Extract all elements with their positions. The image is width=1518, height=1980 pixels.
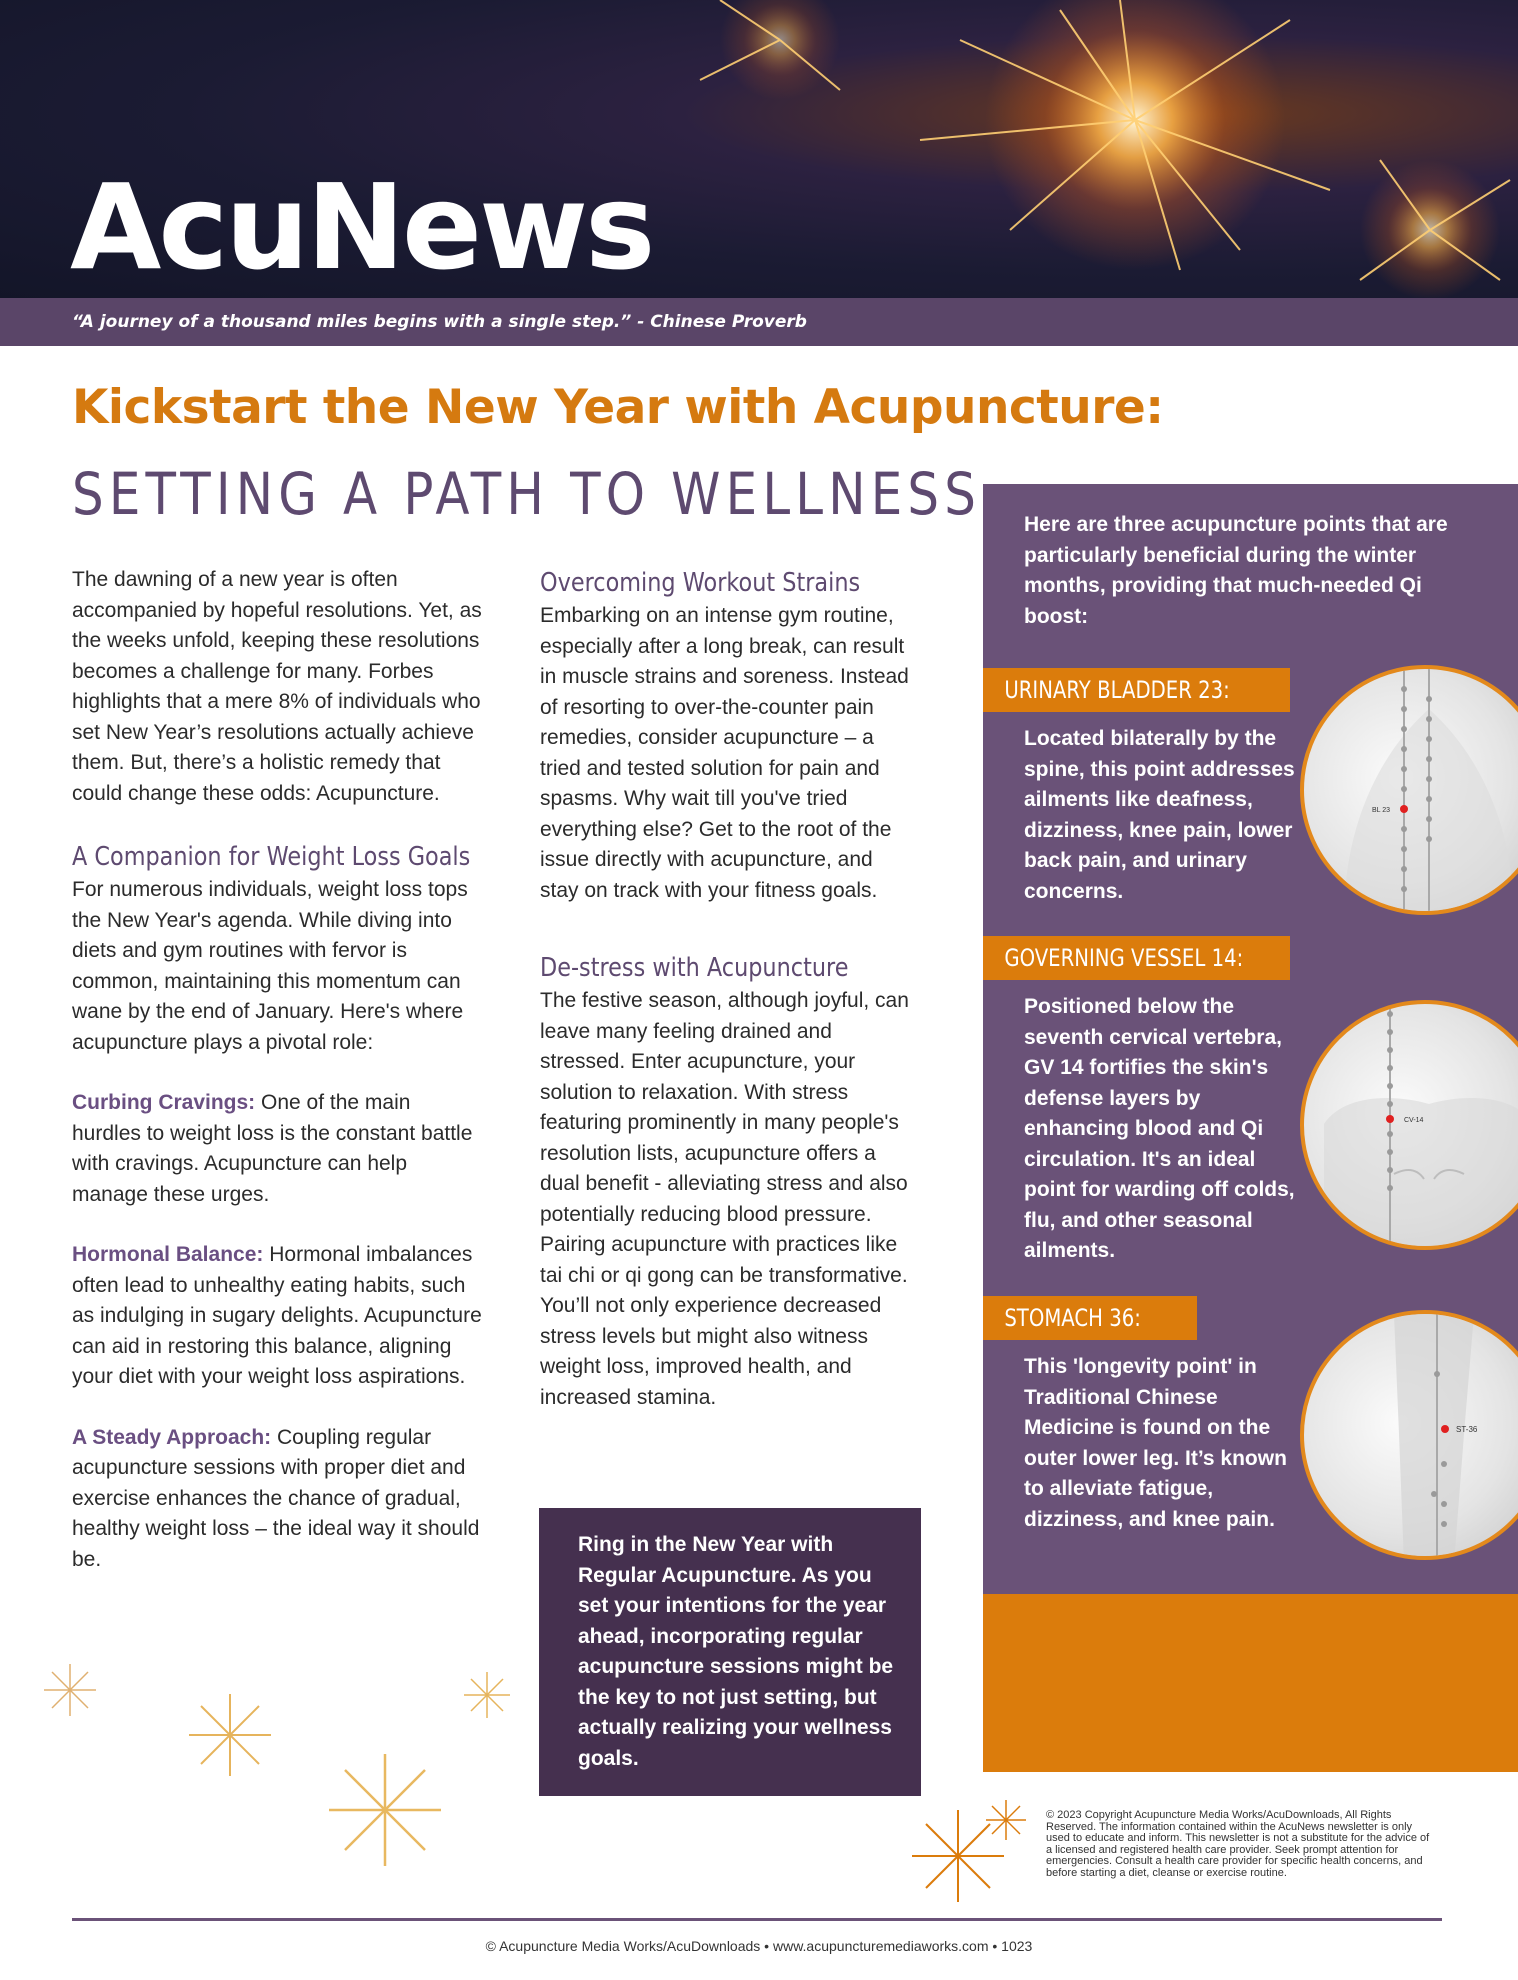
point-text-bl23: Located bilaterally by the spine, this point addresses ailments like deafness, dizziness, knee pain, lower back pain, and urinary concerns. xyxy=(1024,727,1295,903)
footer-text: © Acupuncture Media Works/AcuDownloads • www.acupuncturemediaworks.com • 1023 xyxy=(485,1938,1033,1954)
copyright-disclaimer: © 2023 Copyright Acupuncture Media Works/AcuDownloads, All Rights Reserved. The information contained within the AcuNews newsletter is only used to educate and inform. This newsletter is not a substitute for the advice of a licensed and registered health care provider. Seek prompt attention for emergencies. Consult a health care provider for specific health concerns, and before starting a diet, cleanse or exercise routine. xyxy=(1046,1809,1430,1879)
point-text-gv14: Positioned below the seventh cervical vertebra, GV 14 fortifies the skin's defense layers by enhancing blood and Qi circulation. It's an ideal point for warding off colds, flu, and other seasonal ailments. xyxy=(1024,995,1295,1262)
item-text: Hormonal imbalances often lead to unhealthy eating habits, such as indulging in sugary delights. Acupuncture can aid in restoring this balance, aligning your diet with your weight loss aspirations. xyxy=(72,1243,482,1388)
list-item-cravings xyxy=(72,1088,482,1210)
point-tag-st36 xyxy=(983,1296,1197,1340)
item-text: Coupling regular acupuncture sessions with proper diet and exercise enhances the chance of gradual, healthy weight loss – the ideal way it should be. xyxy=(72,1425,480,1571)
illustration-torso-gv14 xyxy=(1300,1000,1518,1250)
sparkle-icon xyxy=(984,1798,1028,1842)
article-subhead: SETTING A PATH TO WELLNESS xyxy=(72,460,982,528)
illustration-leg-st36 xyxy=(1300,1310,1518,1560)
item-label: Curbing Cravings: xyxy=(72,1091,256,1114)
workout-body: Embarking on an intense gym routine, especially after a long break, can result in muscle strains and soreness. Instead of resorting to over-the-counter pain remedies, consider acupuncture – a tried and tested solution for pain and spasms. Why wait till you've tried everything else? Get to the root of the issue directly with acupuncture, and stay on track with your fitness goals. xyxy=(540,604,909,902)
sparkle-icon xyxy=(40,1660,100,1720)
column-middle xyxy=(540,565,910,1413)
sidebar-accent-block xyxy=(983,1594,1518,1772)
marker-label: BL 23 xyxy=(1372,807,1391,814)
point-tag-bl23 xyxy=(983,668,1290,712)
point-text-st36: This 'longevity point' in Traditional Chinese Medicine is found on the outer lower leg. It’s known to alleviate fatigue, dizziness, and knee pain. xyxy=(1024,1355,1287,1531)
list-item-steady xyxy=(72,1423,482,1576)
destress-body: The festive season, although joyful, can leave many feeling drained and stressed. Enter acupuncture, your solution to relaxation. With stress featuring prominently in many people's resolution lists, acupuncture offers a dual benefit - alleviating stress and also potentially reducing blood pressure. Pairing acupuncture with practices like tai chi or qi gong can be transformative. You’ll not only experience decreased stress levels but might also witness weight loss, improved health, and increased stamina. xyxy=(540,989,909,1409)
list-item-hormonal xyxy=(72,1240,482,1393)
intro-paragraph: The dawning of a new year is often accompanied by hopeful resolutions. Yet, as the weeks unfold, keeping these resolutions becomes a challenge for many. Forbes highlights that a mere 8% of individuals who set New Year’s resolutions actually achieve them. But, there’s a holistic remedy that could change these odds: Acupuncture. xyxy=(72,568,482,805)
workout-title: Overcoming Workout Strains xyxy=(540,568,861,598)
sparkle-icon xyxy=(185,1690,275,1780)
point-title: STOMACH 36: xyxy=(1004,1304,1141,1332)
illustration-back-bl23 xyxy=(1300,665,1518,915)
article-headline: Kickstart the New Year with Acupuncture: xyxy=(72,380,1164,435)
sidebar-intro: Here are three acupuncture points that are particularly beneficial during the winter months, providing that much-needed Qi boost: xyxy=(1024,513,1448,628)
item-label: Hormonal Balance: xyxy=(72,1243,264,1266)
marker-label: CV-14 xyxy=(1404,1117,1424,1124)
sparkle-icon xyxy=(325,1750,445,1870)
point-title: GOVERNING VESSEL 14: xyxy=(1004,944,1244,972)
item-text: One of the main hurdles to weight loss is the constant battle with cravings. Acupuncture can help manage these urges. xyxy=(72,1091,473,1206)
proverb-quote: “A journey of a thousand miles begins with a single step.” - Chinese Proverb xyxy=(72,312,807,332)
weight-loss-body: For numerous individuals, weight loss tops the New Year's agenda. While diving into diets and gym routines with fervor is common, maintaining this momentum can wane by the end of January. Here's where acupuncture plays a pivotal role: xyxy=(72,878,468,1054)
cta-text: Ring in the New Year with Regular Acupuncture. As you set your intentions for the year ahead, incorporating regular acupuncture sessions might be the key to not just setting, but actually realizing your wellness goals. xyxy=(578,1533,894,1770)
weight-loss-title: A Companion for Weight Loss Goals xyxy=(72,842,471,872)
point-title: URINARY BLADDER 23: xyxy=(1004,676,1230,704)
point-tag-gv14 xyxy=(983,936,1290,980)
masthead-title: AcuNews xyxy=(70,158,653,296)
destress-title: De-stress with Acupuncture xyxy=(540,953,849,983)
item-label: A Steady Approach: xyxy=(72,1425,272,1449)
sparkle-icon xyxy=(462,1670,512,1720)
marker-label: ST-36 xyxy=(1456,1425,1478,1434)
column-left xyxy=(72,565,482,1575)
footer-divider xyxy=(72,1918,1442,1921)
